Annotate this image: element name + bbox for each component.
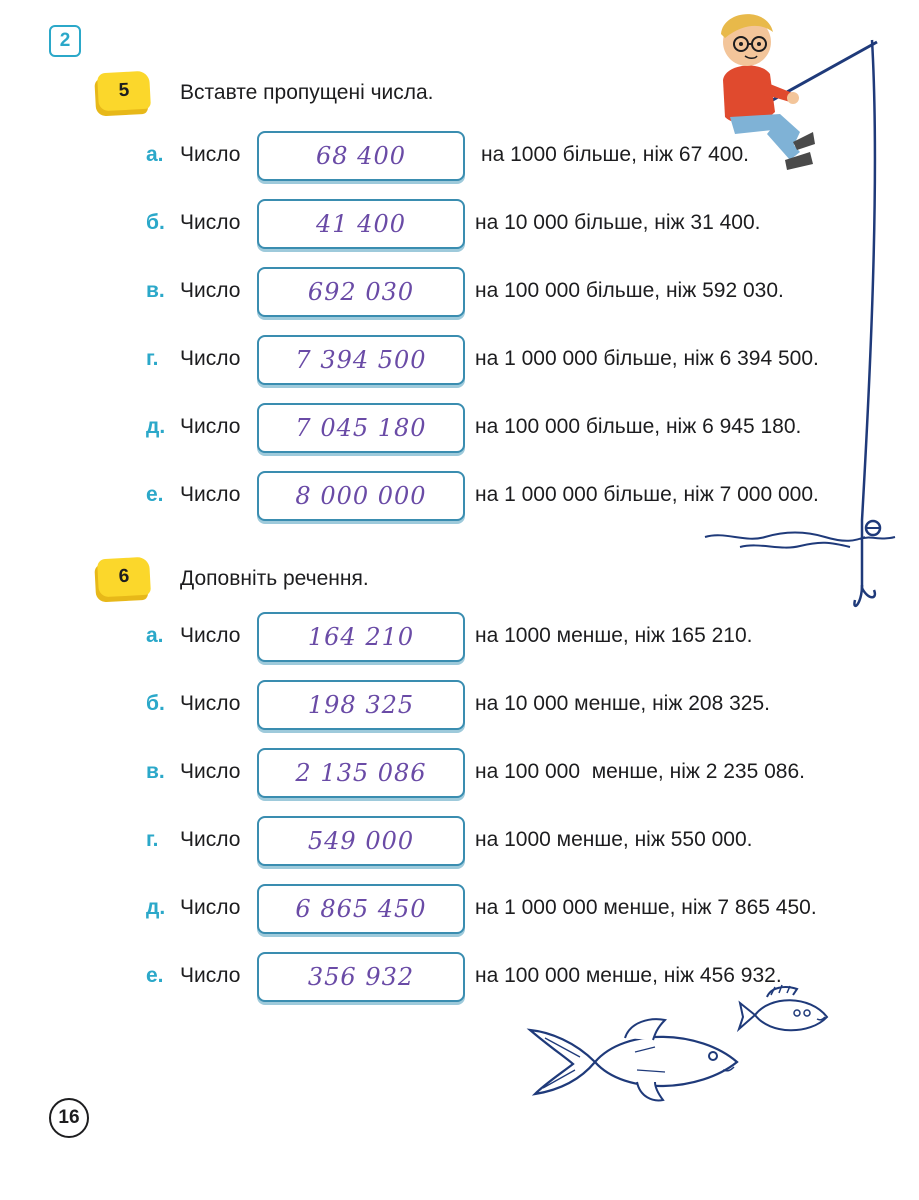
answer-box[interactable]	[257, 131, 465, 181]
row-letter: а.	[146, 143, 164, 166]
row-letter: е.	[146, 964, 164, 987]
task-5-row-b	[0, 199, 919, 251]
row-word: Число	[180, 964, 241, 987]
task-6-row-v	[0, 748, 919, 800]
row-statement: на 1 000 000 більше, ніж 6 394 500.	[475, 347, 819, 370]
task-6-title: Доповніть речення.	[180, 567, 369, 590]
row-letter: а.	[146, 624, 164, 647]
row-word: Число	[180, 828, 241, 851]
answer-value: 7 394 500	[295, 346, 427, 374]
row-word: Число	[180, 279, 241, 302]
row-statement: на 100 000 менше, ніж 456 932.	[475, 964, 782, 987]
row-word: Число	[180, 760, 241, 783]
row-statement: на 1000 більше, ніж 67 400.	[481, 143, 749, 166]
answer-value: 7 045 180	[295, 414, 427, 442]
answer-value: 549 000	[307, 827, 415, 855]
answer-box[interactable]	[257, 816, 465, 866]
row-statement: на 1000 менше, ніж 550 000.	[475, 828, 753, 851]
row-letter: б.	[146, 211, 165, 234]
answer-value: 6 865 450	[295, 895, 427, 923]
row-word: Число	[180, 415, 241, 438]
answer-box[interactable]	[257, 680, 465, 730]
row-word: Число	[180, 347, 241, 370]
task-6-row-g	[0, 816, 919, 868]
answer-value: 692 030	[307, 278, 415, 306]
task-6-row-a	[0, 612, 919, 664]
row-letter: в.	[146, 760, 165, 783]
answer-value: 164 210	[307, 623, 415, 651]
answer-box[interactable]	[257, 884, 465, 934]
row-word: Число	[180, 211, 241, 234]
row-statement: на 1 000 000 менше, ніж 7 865 450.	[475, 896, 817, 919]
large-fish-icon	[525, 1012, 745, 1112]
row-statement: на 100 000 більше, ніж 592 030.	[475, 279, 784, 302]
answer-box[interactable]	[257, 471, 465, 521]
row-letter: е.	[146, 483, 164, 506]
task-5-row-d	[0, 403, 919, 455]
task-5-row-g	[0, 335, 919, 387]
row-statement: на 10 000 більше, ніж 31 400.	[475, 211, 761, 234]
answer-value: 41 400	[316, 210, 406, 238]
page-number: 16	[49, 1098, 89, 1138]
row-letter: д.	[146, 896, 166, 919]
row-letter: г.	[146, 828, 159, 851]
row-statement: на 100 000 менше, ніж 2 235 086.	[475, 760, 806, 783]
task-5-title: Вставте пропущені числа.	[180, 81, 434, 104]
answer-box[interactable]	[257, 612, 465, 662]
row-statement: на 1 000 000 більше, ніж 7 000 000.	[475, 483, 819, 506]
answer-box[interactable]	[257, 199, 465, 249]
answer-value: 356 932	[307, 963, 415, 991]
row-word: Число	[180, 143, 241, 166]
answer-value: 8 000 000	[295, 482, 427, 510]
task-6-row-b	[0, 680, 919, 732]
answer-box[interactable]	[257, 952, 465, 1002]
answer-value: 2 135 086	[295, 759, 427, 787]
row-letter: в.	[146, 279, 165, 302]
task-5-row-e	[0, 471, 919, 523]
task-5-row-a	[0, 131, 919, 183]
row-statement: на 100 000 більше, ніж 6 945 180.	[475, 415, 802, 438]
row-word: Число	[180, 692, 241, 715]
row-statement: на 1000 менше, ніж 165 210.	[475, 624, 753, 647]
task-5-row-v	[0, 267, 919, 319]
task-6-row-d	[0, 884, 919, 936]
row-letter: д.	[146, 415, 166, 438]
row-letter: б.	[146, 692, 165, 715]
task-6-badge: 6	[97, 557, 151, 598]
answer-value: 198 325	[307, 691, 415, 719]
answer-box[interactable]	[257, 748, 465, 798]
row-statement: на 10 000 менше, ніж 208 325.	[475, 692, 770, 715]
row-letter: г.	[146, 347, 159, 370]
answer-value: 68 400	[316, 142, 406, 170]
answer-box[interactable]	[257, 267, 465, 317]
answer-box[interactable]	[257, 335, 465, 385]
water-waves-icon	[700, 525, 900, 555]
row-word: Число	[180, 624, 241, 647]
row-word: Число	[180, 483, 241, 506]
row-word: Число	[180, 896, 241, 919]
small-fish-icon	[735, 983, 835, 1043]
answer-box[interactable]	[257, 403, 465, 453]
task-5-badge: 5	[97, 71, 151, 112]
unit-badge: 2	[49, 25, 81, 57]
